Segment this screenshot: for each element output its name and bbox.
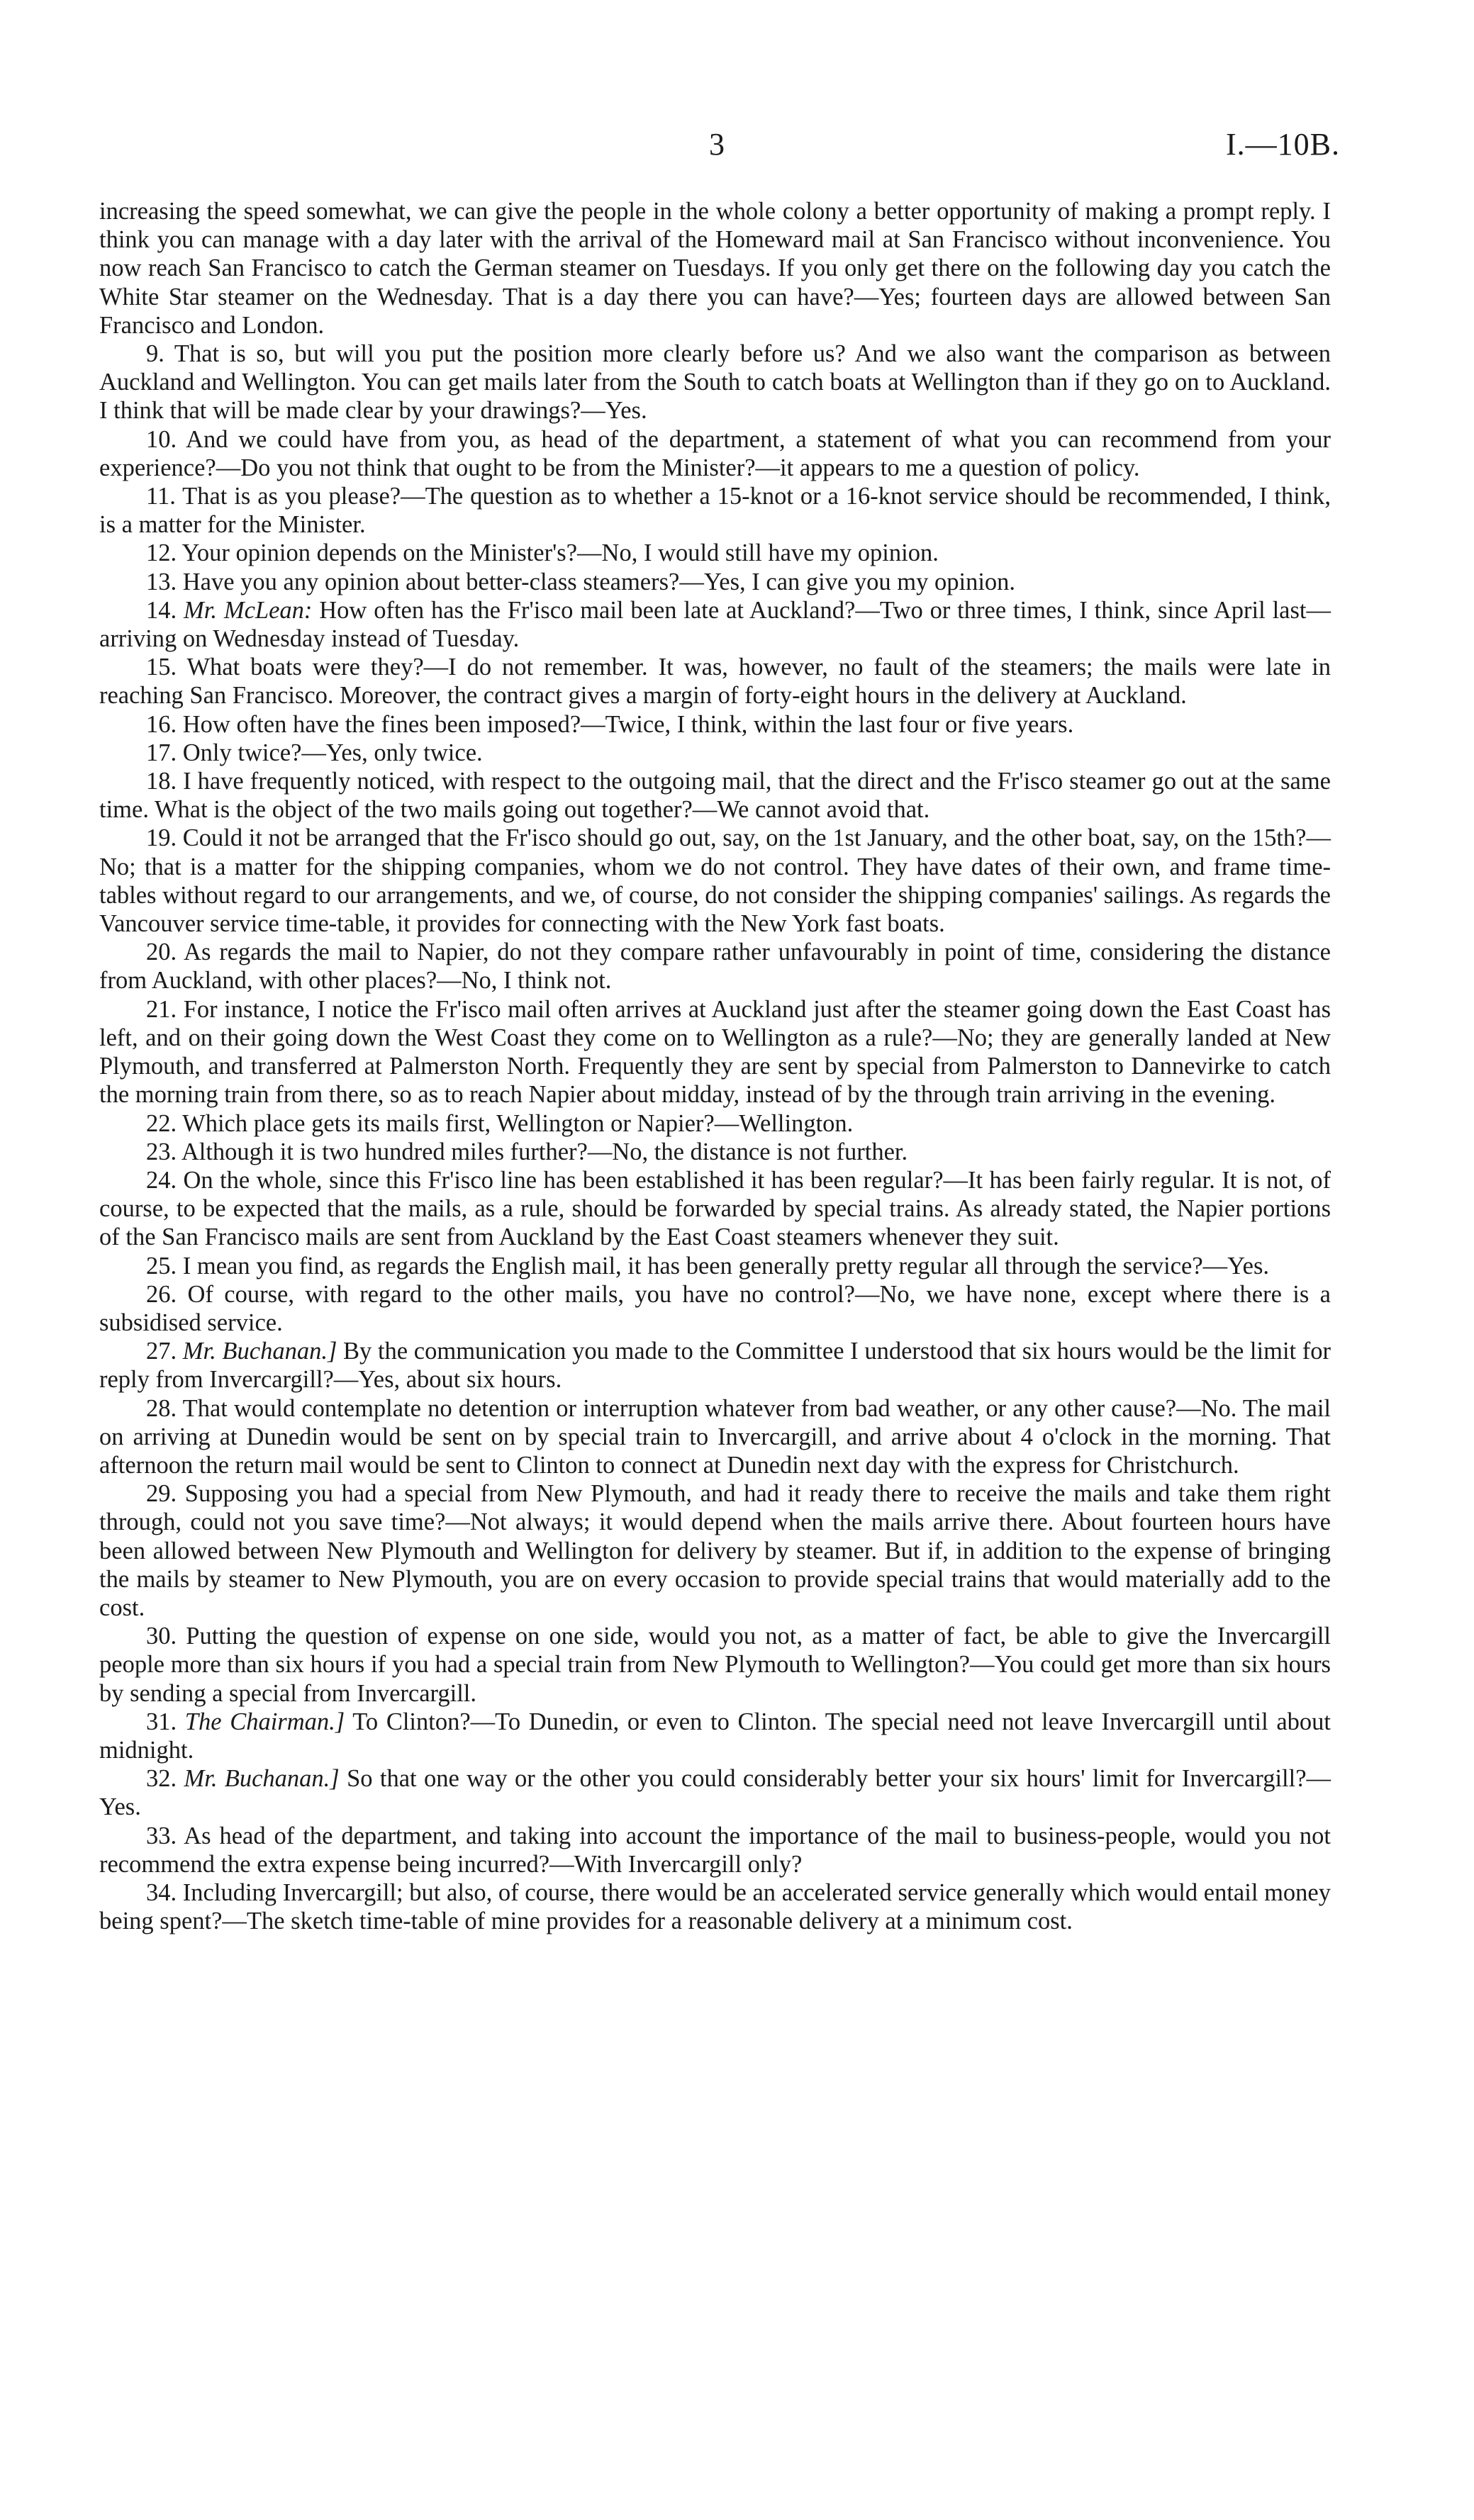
paragraph-31 bbox=[99, 1708, 1331, 1764]
paragraph-14 bbox=[99, 596, 1331, 653]
document-reference: I.—10B. bbox=[1226, 127, 1340, 162]
paragraph-11: 11. That is as you please?—The question as to whether a 15-knot or a 16-knot service should be recommended, I think, is a matter for the Minister. bbox=[99, 483, 1331, 539]
speaker: Mr. Buchanan.] bbox=[182, 1338, 337, 1365]
paragraph-9: 9. That is so, but will you put the position more clearly before us? And we also want the comparison as between Auckland and Wellington. You can get mails later from the South to catch boats at Wellington than if they go on to Auckland. I think that will be made clear by your drawings?—Yes. bbox=[99, 340, 1331, 425]
paragraph-number: 27. bbox=[146, 1338, 177, 1365]
paragraph-24: 24. On the whole, since this Fr'isco line has been established it has been regular?—It has been fairly regular. It is not, of course, to be expected that the mails, as a rule, should be forwarded by special trains. As already stated, the Napier portions of the San Francisco mails are sent from Auckland by the East Coast steamers whenever they suit. bbox=[99, 1166, 1331, 1251]
speaker: Mr. McLean: bbox=[184, 596, 313, 624]
paragraph-text: To Clinton?—To Dunedin, or even to Clinton. The special need not leave Invercargill until about midnight. bbox=[99, 1708, 1331, 1764]
speaker: The Chairman.] bbox=[184, 1708, 345, 1735]
paragraph-text: How often has the Fr'isco mail been late at Auckland?—Two or three times, I think, since April last—arriving on Wednesday instead of Tuesday. bbox=[99, 596, 1331, 653]
body-text bbox=[99, 197, 1331, 1935]
paragraph-17: 17. Only twice?—Yes, only twice. bbox=[146, 739, 483, 766]
paragraph-number: 14. bbox=[146, 596, 177, 624]
paragraph-continuation: increasing the speed somewhat, we can give the people in the whole colony a better opportunity of making a prompt reply. I think you can manage with a day later with the arrival of the Homeward mail at San Francisco without inconvenience. You now reach San Francisco to catch the German steamer on Tuesdays. If you only get there on the following day you catch the White Star steamer on the Wednesday. That is a day there you can have?—Yes; fourteen days are allowed between San Francisco and London. bbox=[99, 198, 1331, 339]
paragraph-32 bbox=[99, 1764, 1331, 1821]
paragraph-10: 10. And we could have from you, as head of the department, a statement of what you can recommend from your experience?—Do you not think that ought to be from the Minister?—it appears to me a question of policy. bbox=[99, 425, 1331, 481]
paragraph-33: 33. As head of the department, and taking into account the importance of the mail to business-people, would you not recommend the extra expense being incurred?—With Invercargill only? bbox=[99, 1822, 1331, 1878]
paragraph-12: 12. Your opinion depends on the Minister's?—No, I would still have my opinion. bbox=[146, 539, 939, 567]
paragraph-text: By the communication you made to the Committee I understood that six hours would be the limit for reply from Invercargill?—Yes, about six hours. bbox=[99, 1338, 1331, 1394]
paragraph-23: 23. Although it is two hundred miles further?—No, the distance is not further. bbox=[146, 1138, 908, 1165]
page-header bbox=[92, 126, 1340, 169]
paragraph-text: So that one way or the other you could considerably better your six hours' limit for Invercargill?—Yes. bbox=[99, 1765, 1331, 1821]
paragraph-22: 22. Which place gets its mails first, Wellington or Napier?—Wellington. bbox=[146, 1109, 854, 1137]
paragraph-29: 29. Supposing you had a special from New Plymouth, and had it ready there to receive the mails and take them right through, could not you save time?—Not always; it would depend when the mails arrive there. About fourteen hours have been allowed between New Plymouth and Wellington for delivery by steamer. But if, in addition to the expense of bringing the mails by steamer to New Plymouth, you are on every occasion to provide special trains that would materially add to the cost. bbox=[99, 1480, 1331, 1621]
paragraph-13: 13. Have you any opinion about better-class steamers?—Yes, I can give you my opinion. bbox=[146, 568, 1016, 595]
paragraph-34: 34. Including Invercargill; but also, of course, there would be an accelerated service generally which would entail money being spent?—The sketch time-table of mine provides for a reasonable delivery at a minimum cost. bbox=[99, 1878, 1331, 1935]
paragraph-15: 15. What boats were they?—I do not remember. It was, however, no fault of the steamers; the mails were late in reaching San Francisco. Moreover, the contract gives a margin of forty-eight hours in the delivery at Auckland. bbox=[99, 654, 1331, 710]
page-number: 3 bbox=[709, 127, 725, 162]
paragraph-18: 18. I have frequently noticed, with respect to the outgoing mail, that the direct and the Fr'isco steamer go out at the same time. What is the object of the two mails going out together?—We cannot avoid that. bbox=[99, 768, 1331, 824]
paragraph-27 bbox=[99, 1337, 1331, 1394]
paragraph-number: 31. bbox=[146, 1708, 177, 1735]
paragraph-20: 20. As regards the mail to Napier, do not they compare rather unfavourably in point of time, considering the distance from Auckland, with other places?—No, I think not. bbox=[99, 939, 1331, 995]
paragraph-16: 16. How often have the fines been imposed?—Twice, I think, within the last four or five years. bbox=[146, 710, 1074, 738]
paragraph-number: 32. bbox=[146, 1765, 177, 1793]
paragraph-26: 26. Of course, with regard to the other mails, you have no control?—No, we have none, except where there is a subsidised service. bbox=[99, 1280, 1331, 1336]
paragraph-30: 30. Putting the question of expense on one side, would you not, as a matter of fact, be able to give the Invercargill people more than six hours if you had a special train from New Plymouth to Wellington?—You could get more than six hours by sending a special from Invercargill. bbox=[99, 1623, 1331, 1707]
paragraph-25: 25. I mean you find, as regards the English mail, it has been generally pretty regular all through the service?—Yes. bbox=[146, 1252, 1270, 1279]
paragraph-19: 19. Could it not be arranged that the Fr'isco should go out, say, on the 1st January, and the other boat, say, on the 15th?—No; that is a matter for the shipping companies, whom we do not control. They have dates of their own, and frame time-tables without regard to our arrangements, and we, of course, do not consider the shipping companies' sailings. As regards the Vancouver service time-table, it provides for connecting with the New York fast boats. bbox=[99, 824, 1331, 938]
speaker: Mr. Buchanan.] bbox=[184, 1765, 340, 1793]
paragraph-21: 21. For instance, I notice the Fr'isco mail often arrives at Auckland just after the steamer going down the East Coast has left, and on their going down the West Coast they come on to Wellington as a rule?—No; they are generally landed at New Plymouth, and transferred at Palmerston North. Frequently they are sent by special from Palmerston to Dannevirke to catch the morning train from there, so as to reach Napier about midday, instead of by the through train arriving in the evening. bbox=[99, 995, 1331, 1109]
paragraph-28: 28. That would contemplate no detention or interruption whatever from bad weather, or any other cause?—No. The mail on arriving at Dunedin would be sent on by special train to Invercargill, and arrive about 4 o'clock in the morning. That afternoon the return mail would be sent to Clinton to connect at Dunedin next day with the express for Christchurch. bbox=[99, 1394, 1331, 1479]
